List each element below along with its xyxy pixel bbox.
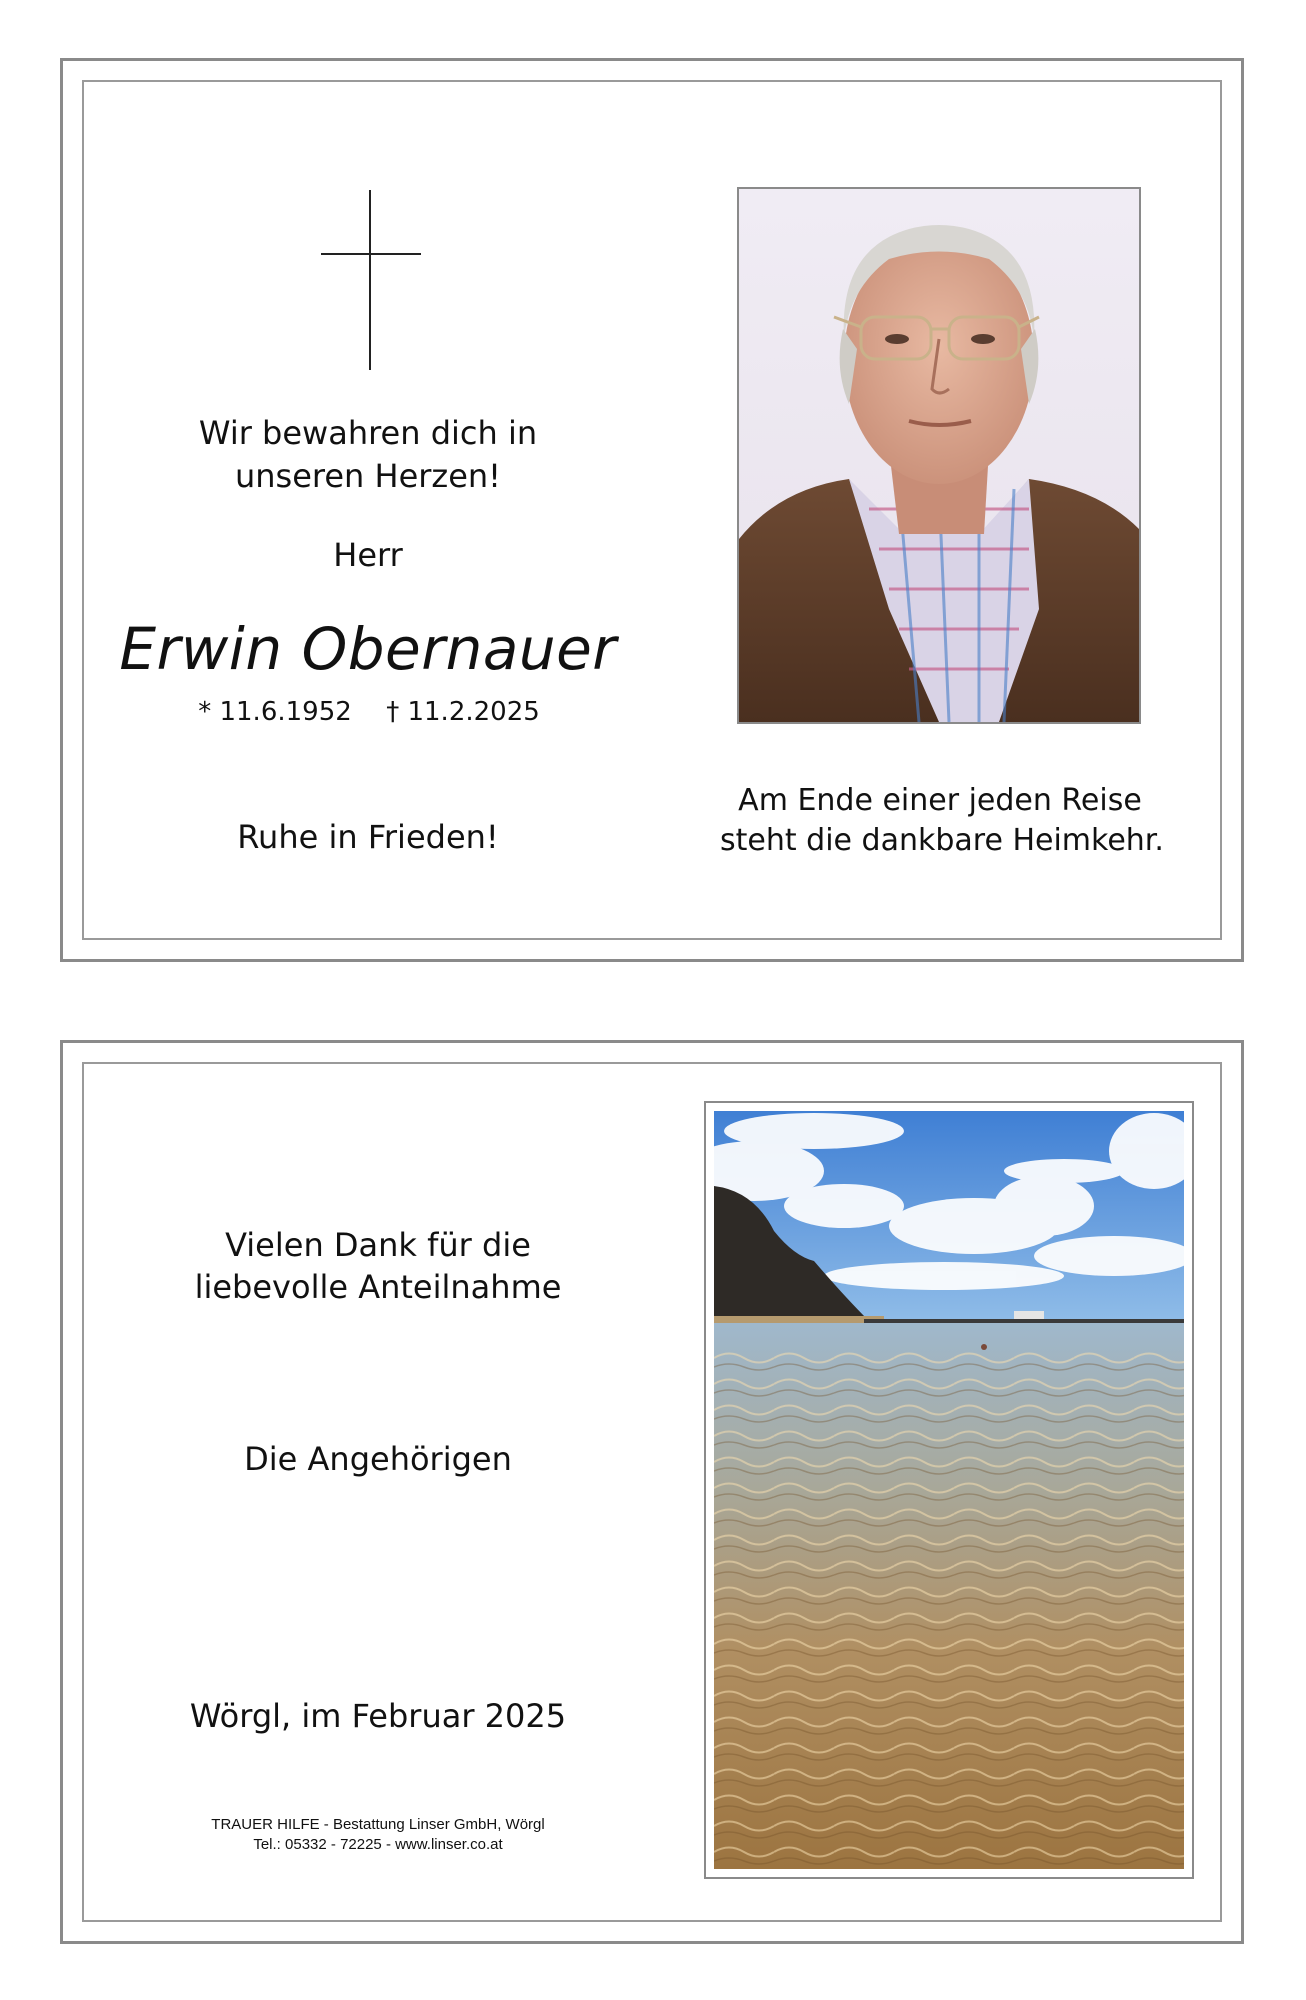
place-date: Wörgl, im Februar 2025 bbox=[189, 1697, 567, 1735]
thanks-line-2: liebevolle Anteilnahme bbox=[194, 1268, 562, 1306]
verse-line-1: Wir bewahren dich in bbox=[198, 414, 538, 452]
verse-line-2: unseren Herzen! bbox=[234, 457, 501, 495]
birth-date: * 11.6.1952 bbox=[198, 697, 352, 727]
salutation: Herr bbox=[333, 536, 403, 574]
portrait-photo bbox=[737, 187, 1141, 724]
seascape-image bbox=[714, 1111, 1184, 1869]
deceased-name: Erwin Obernauer bbox=[119, 615, 617, 683]
undertaker-contact: Tel.: 05332 - 72225 - www.linser.co.at bbox=[253, 1836, 503, 1853]
quote-line-1: Am Ende einer jeden Reise bbox=[738, 783, 1142, 818]
family-signature: Die Angehörigen bbox=[244, 1440, 512, 1478]
thanks-line-1: Vielen Dank für die bbox=[225, 1226, 531, 1264]
seascape-photo-frame bbox=[704, 1101, 1194, 1879]
death-date: † 11.2.2025 bbox=[386, 697, 540, 727]
undertaker-name: TRAUER HILFE - Bestattung Linser GmbH, Wörgl bbox=[211, 1816, 545, 1833]
seascape-photo bbox=[714, 1111, 1184, 1869]
portrait-image bbox=[739, 189, 1139, 722]
farewell-text: Ruhe in Frieden! bbox=[237, 818, 499, 856]
quote-line-2: steht die dankbare Heimkehr. bbox=[720, 823, 1164, 858]
